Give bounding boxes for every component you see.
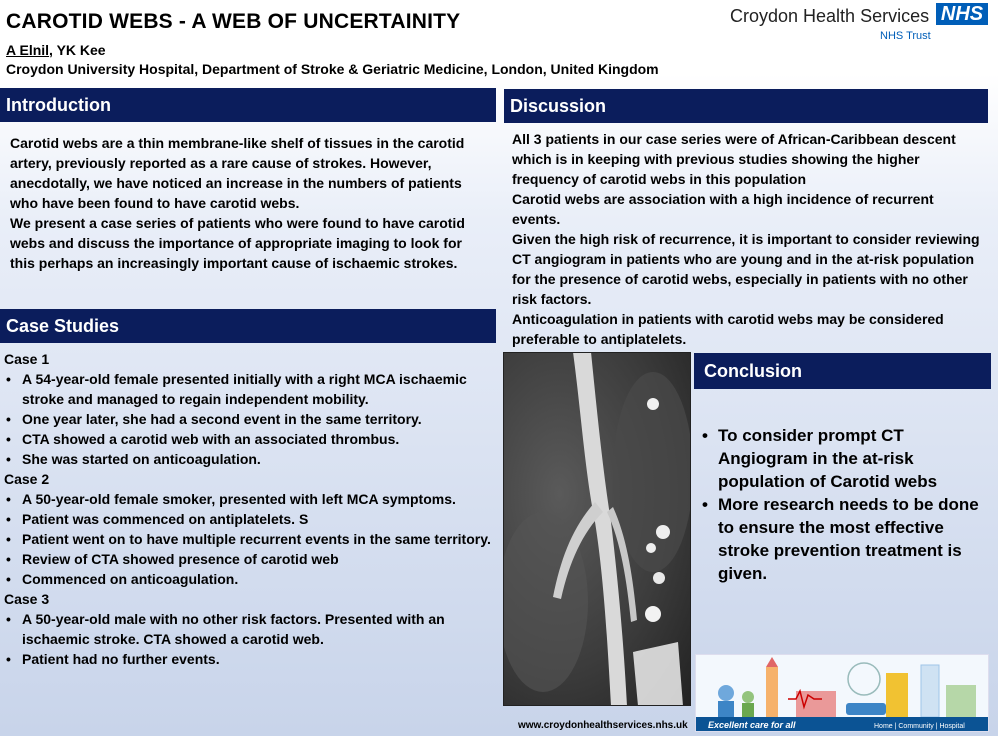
list-item: • Patient was commenced on antiplatelets. S bbox=[4, 509, 492, 529]
poster-title: CAROTID WEBS - A WEB OF UNCERTAINITY bbox=[6, 10, 461, 33]
list-item: • To consider prompt CT Angiogram in the at-risk population of Carotid webs bbox=[700, 424, 985, 493]
introduction-heading: Introduction bbox=[6, 94, 111, 115]
conclusion-body bbox=[700, 424, 985, 585]
list-item: • CTA showed a carotid web with an associated thrombus. bbox=[4, 429, 492, 449]
nhs-logo bbox=[730, 0, 992, 42]
case-title: Case 2 bbox=[4, 471, 50, 487]
author-line bbox=[6, 42, 106, 58]
banner-slogan: Excellent care for all bbox=[708, 720, 796, 730]
list-item: • More research needs to be done to ensure the most effective stroke prevention treatment is given. bbox=[700, 493, 985, 585]
conclusion-heading: Conclusion bbox=[704, 360, 802, 381]
introduction-body bbox=[10, 133, 490, 273]
discussion-header bbox=[504, 89, 988, 123]
discussion-paragraph: All 3 patients in our case series were of African-Caribbean descent which is in keeping with previous studies showing the higher frequency of carotid webs in this population bbox=[512, 131, 956, 187]
case-title: Case 3 bbox=[4, 591, 50, 607]
list-item: • A 54-year-old female presented initially with a right MCA ischaemic stroke and managed to regain independent mobility. bbox=[4, 369, 492, 409]
logo-organization: Croydon Health Services bbox=[730, 6, 930, 26]
ct-angiogram-image bbox=[503, 352, 691, 706]
list-item: • She was started on anticoagulation. bbox=[4, 449, 492, 469]
list-item: • Commenced on anticoagulation. bbox=[4, 569, 492, 589]
case-list bbox=[4, 489, 492, 589]
introduction-header bbox=[0, 88, 496, 122]
discussion-heading: Discussion bbox=[510, 95, 607, 116]
list-item: • Patient had no further events. bbox=[4, 649, 492, 669]
banner-tagline: Home | Community | Hospital bbox=[874, 723, 965, 730]
discussion-paragraph: Carotid webs are association with a high incidence of recurrent events. bbox=[512, 191, 934, 227]
introduction-paragraph: We present a case series of patients who were found to have carotid webs and discuss the importance of appropriate imaging to look for this perhaps an increasingly important cause of ischaemic strokes. bbox=[10, 215, 465, 271]
list-item: • A 50-year-old male with no other risk factors. Presented with an ischaemic stroke. CTA showed a carotid web. bbox=[4, 609, 492, 649]
case-studies-body bbox=[4, 349, 492, 669]
introduction-paragraph: Carotid webs are a thin membrane-like shelf of tissues in the carotid artery, previously reported as a rare cause of strokes. However, anecdotally, we have noticed an increase in the numbers of patients who have been found to have carotid webs. bbox=[10, 135, 465, 211]
footer-url: www.croydonhealthservices.nhs.uk bbox=[518, 720, 688, 731]
skyline-illustration bbox=[696, 655, 988, 731]
discussion-paragraph: Anticoagulation in patients with carotid webs may be considered preferable to antiplatelets. bbox=[512, 311, 944, 347]
author-rest: , YK Kee bbox=[49, 42, 106, 58]
discussion-body bbox=[512, 129, 982, 349]
nhs-badge-icon: NHS bbox=[936, 3, 988, 25]
ct-scan-graphic bbox=[503, 352, 691, 706]
case-list bbox=[4, 369, 492, 469]
list-item: • Review of CTA showed presence of carotid web bbox=[4, 549, 492, 569]
list-item: • A 50-year-old female smoker, presented with left MCA symptoms. bbox=[4, 489, 492, 509]
affiliation: Croydon University Hospital, Department of Stroke & Geriatric Medicine, London, United Kingdom bbox=[6, 61, 659, 77]
discussion-paragraph: Given the high risk of recurrence, it is important to consider reviewing CT angiogram in patients who are young and in the at-risk population for the presence of carotid webs, especially in patients with no other risk factors. bbox=[512, 231, 980, 307]
case-studies-heading: Case Studies bbox=[6, 315, 120, 336]
conclusion-header bbox=[694, 353, 991, 389]
case-list bbox=[4, 609, 492, 669]
case-studies-header bbox=[0, 309, 496, 343]
list-item: • Patient went on to have multiple recurrent events in the same territory. bbox=[4, 529, 492, 549]
hospital-banner-image bbox=[695, 654, 989, 732]
logo-trust: NHS Trust bbox=[880, 30, 931, 42]
case-title: Case 1 bbox=[4, 351, 50, 367]
conclusion-list bbox=[700, 424, 985, 585]
author-primary: A Elnil bbox=[6, 42, 50, 58]
list-item: • One year later, she had a second event in the same territory. bbox=[4, 409, 492, 429]
